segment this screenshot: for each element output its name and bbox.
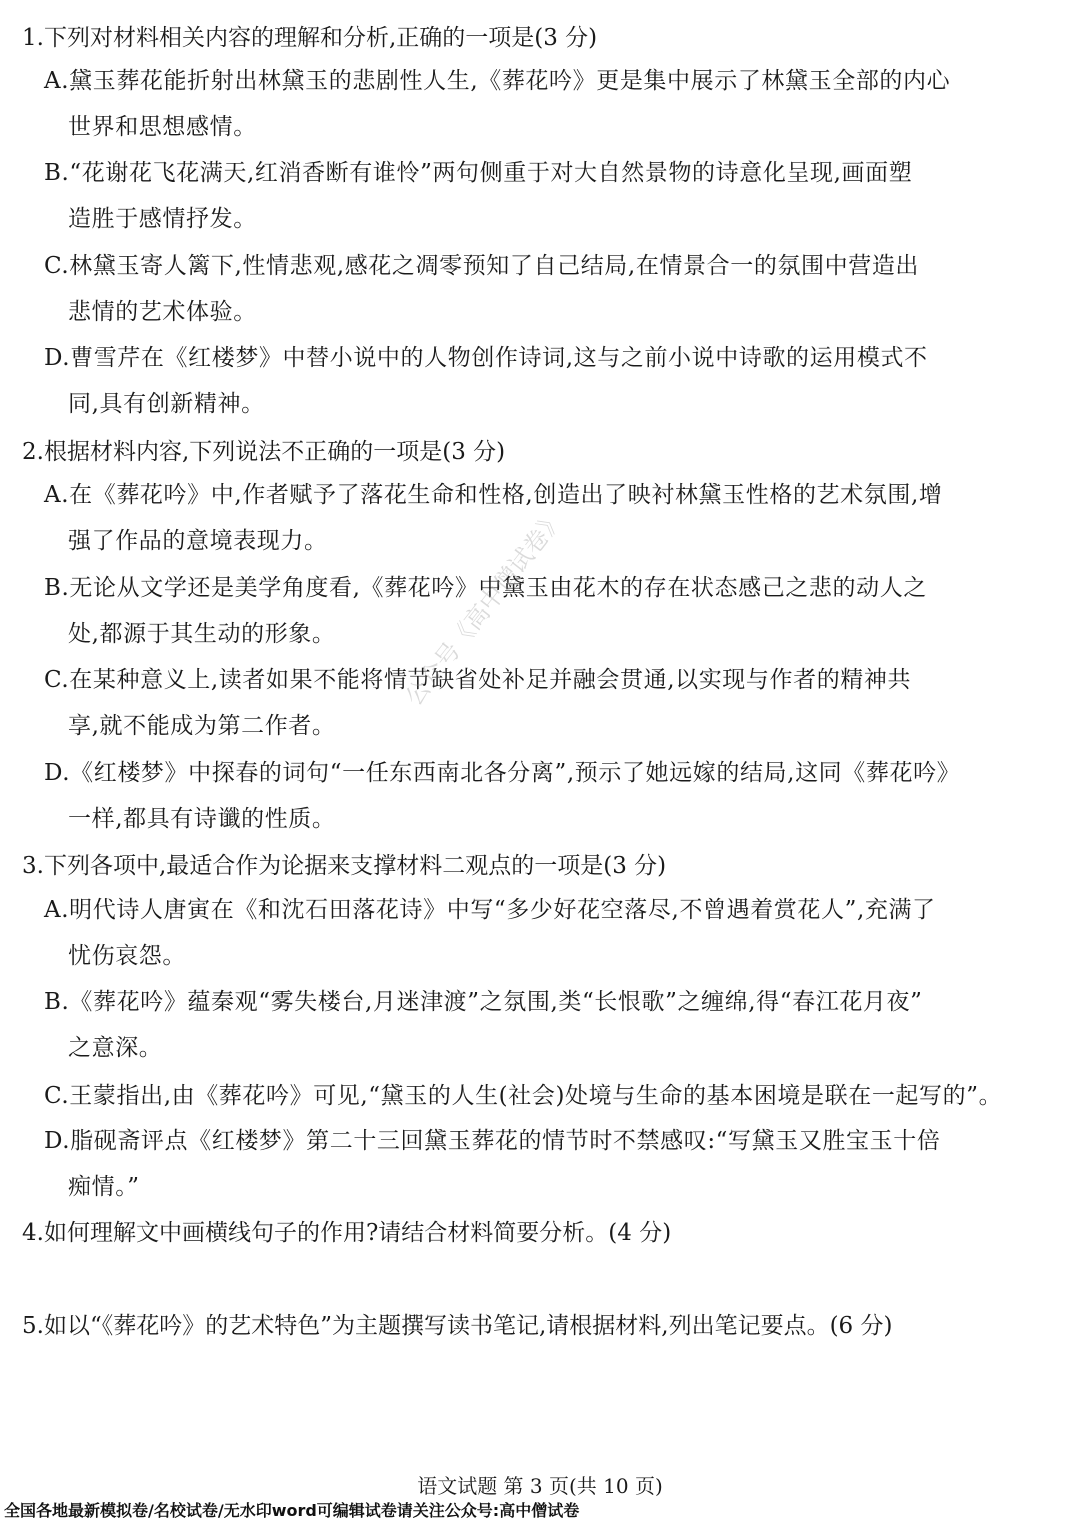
page-number-footer: 语文试题 第 3 页(共 10 页) xyxy=(417,1474,663,1498)
option-text: C.王蒙指出,由《葬花吟》可见,“黛玉的人生(社会)处境与生命的基本困境是联在一起写的”。 xyxy=(44,1083,1003,1109)
option-text-continued: 痴情。” xyxy=(68,1174,140,1200)
option-text: A.在《葬花吟》中,作者赋予了落花生命和性格,创造出了映衬林黛玉性格的艺术氛围,增 xyxy=(44,482,943,508)
option-text-continued: 忧伤哀怨。 xyxy=(68,943,186,969)
question-3-stem: 3.下列各项中,最适合作为论据来支撑材料二观点的一项是(3 分) xyxy=(22,853,667,879)
option-text-continued: 处,都源于其生动的形象。 xyxy=(68,621,336,647)
option-text-continued: 造胜于感情抒发。 xyxy=(68,206,257,232)
question-4-stem: 4.如何理解文中画横线句子的作用?请结合材料简要分析。(4 分) xyxy=(22,1220,672,1246)
question-1-option-c xyxy=(44,243,1004,335)
option-text: D.《红楼梦》中探春的词句“一任东西南北各分离”,预示了她远嫁的结局,这同《葬花吟》 xyxy=(44,760,961,786)
option-text: B.无论从文学还是美学角度看,《葬花吟》中黛玉由花木的存在状态感己之悲的动人之 xyxy=(44,575,927,601)
option-text: A.明代诗人唐寅在《和沈石田落花诗》中写“多少好花空落尽,不曾遇着赏花人”,充满了 xyxy=(44,897,936,923)
question-3-option-b xyxy=(44,979,1004,1071)
question-3-option-a xyxy=(44,887,1004,979)
option-text-continued: 之意深。 xyxy=(68,1035,163,1061)
option-text: C.在某种意义上,读者如果不能将情节缺省处补足并融会贯通,以实现与作者的精神共 xyxy=(44,667,912,693)
option-text-continued: 同,具有创新精神。 xyxy=(68,391,265,417)
question-5-stem: 5.如以“《葬花吟》的艺术特色”为主题撰写读书笔记,请根据材料,列出笔记要点。(6 分) xyxy=(22,1313,893,1339)
option-text: D.脂砚斋评点《红楼梦》第二十三回黛玉葬花的情节时不禁感叹:“写黛玉又胜宝玉十倍 xyxy=(44,1128,941,1154)
question-2-stem: 2.根据材料内容,下列说法不正确的一项是(3 分) xyxy=(22,439,506,465)
option-text: A.黛玉葬花能折射出林黛玉的悲剧性人生,《葬花吟》更是集中展示了林黛玉全部的内心 xyxy=(44,68,951,94)
promo-footer-note: 全国各地最新模拟卷/名校试卷/无水印word可编辑试卷请关注公众号:高中僧试卷 xyxy=(4,1501,580,1520)
option-text-continued: 享,就不能成为第二作者。 xyxy=(68,713,336,739)
option-text: D.曹雪芹在《红楼梦》中替小说中的人物创作诗词,这与之前小说中诗歌的运用模式不 xyxy=(44,345,928,371)
option-text-continued: 世界和思想感情。 xyxy=(68,114,257,140)
option-text-continued: 悲情的艺术体验。 xyxy=(68,299,257,325)
watermark-text: 公众号《高中僧试卷》 xyxy=(399,504,570,711)
question-1-option-b xyxy=(44,150,1004,242)
question-1-option-d xyxy=(44,335,1004,427)
question-3-option-c xyxy=(44,1073,1004,1119)
option-text-continued: 强了作品的意境表现力。 xyxy=(68,528,328,554)
option-text: B.“花谢花飞花满天,红消香断有谁怜”两句侧重于对大自然景物的诗意化呈现,画面塑 xyxy=(44,160,913,186)
question-2-option-c xyxy=(44,657,1004,749)
question-2-option-d xyxy=(44,750,1004,842)
question-1-stem: 1.下列对材料相关内容的理解和分析,正确的一项是(3 分) xyxy=(22,25,598,51)
option-text: B.《葬花吟》蕴秦观“雾失楼台,月迷津渡”之氛围,类“长恨歌”之缠绵,得“春江花月夜” xyxy=(44,989,923,1015)
question-1-option-a xyxy=(44,58,1004,150)
question-3-option-d xyxy=(44,1118,1004,1210)
option-text: C.林黛玉寄人篱下,性情悲观,感花之凋零预知了自己结局,在情景合一的氛围中营造出 xyxy=(44,253,920,279)
option-text-continued: 一样,都具有诗谶的性质。 xyxy=(68,806,336,832)
